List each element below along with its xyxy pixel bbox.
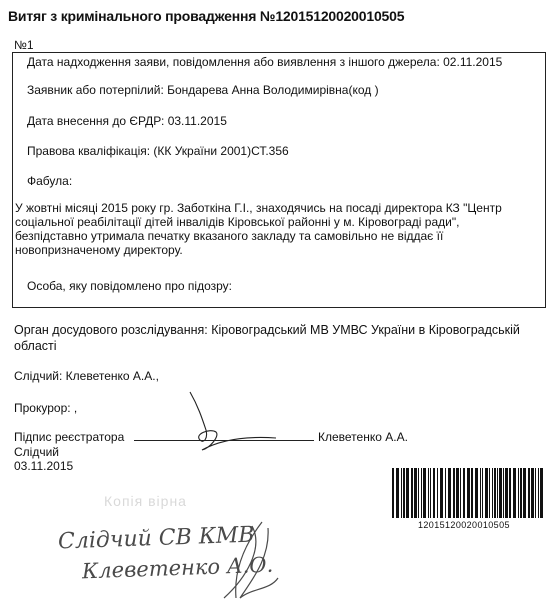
barcode-number: 12015120020010505 <box>418 520 510 530</box>
barcode <box>388 468 548 520</box>
signature-label: Підпис реєстратора <box>14 430 125 444</box>
registrar-signature <box>150 388 290 458</box>
registrar-date: 03.11.2015 <box>14 459 74 473</box>
copy-stamp: Копія вірна <box>104 493 187 509</box>
prosecutor: Прокурор: , <box>14 401 78 415</box>
registrar-role: Слідчий <box>14 445 59 459</box>
date-entered: Дата внесення до ЄРДР: 03.11.2015 <box>27 114 227 128</box>
handwritten-line-1: Слідчий СВ КМВ <box>57 522 255 555</box>
registrar-name: Клеветенко А.А. <box>318 430 408 444</box>
fabula-text: У жовтні місяці 2015 року гр. Заботкіна Г.І., знаходячись на посаді директора КЗ "Центр соціальної реабілітації дітей інвалідів Кіровської районні у м. Кіровограді ради", безпідставно утримала печатку вказаного закладу та самовільно не віддає її новопризначеному директору. <box>15 201 502 257</box>
investigator: Слідчий: Клеветенко А.А., <box>14 369 159 383</box>
handwritten-line-2: Клеветенко А.О. <box>81 552 274 584</box>
fabula-label: Фабула: <box>27 174 73 188</box>
handwritten-signature <box>212 518 282 602</box>
investigation-body: Орган досудового розслідування: Кіровоградський МВ УМВС України в Кіровоградській області <box>14 323 520 353</box>
record-number: №1 <box>14 38 34 52</box>
record-box <box>12 52 546 308</box>
suspect-label: Особа, яку повідомлено про підозру: <box>27 279 233 293</box>
date-received: Дата надходження заяви, повідомлення або виявлення з іншого джерела: 02.11.2015 <box>27 55 503 69</box>
legal-qualification: Правова кваліфікація: (КК України 2001)СТ.356 <box>27 144 289 158</box>
applicant: Заявник або потерпілий: Бондарева Анна Володимирівна(код ) <box>27 83 379 97</box>
document-title: Витяг з кримінального провадження №12015120020010505 <box>8 8 405 24</box>
